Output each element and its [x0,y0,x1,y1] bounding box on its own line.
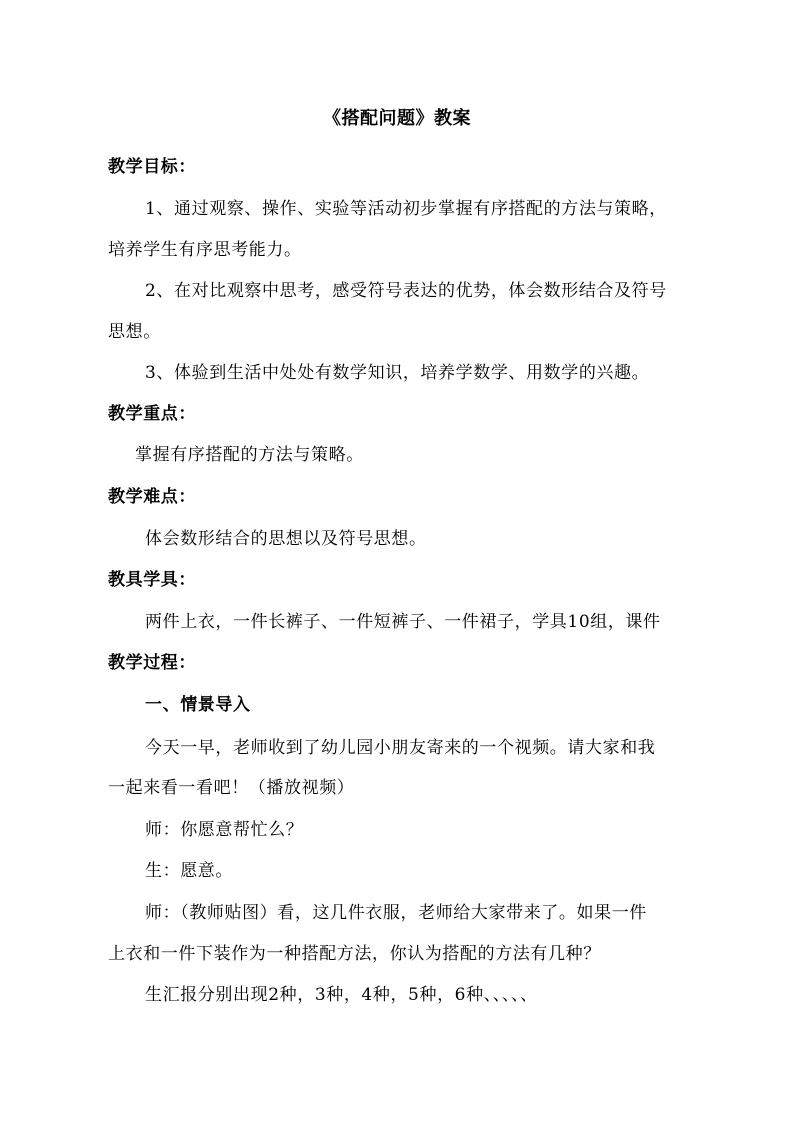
document-title: 《搭配问题》教案 [323,108,471,129]
objective-1-line-1: 1、通过观察、操作、实验等活动初步掌握有序搭配的方法与策略， [145,199,667,219]
objective-2-line-1: 2、在对比观察中思考，感受符号表达的优势，体会数形结合及符号 [145,281,667,301]
objectives-heading: 教学目标： [108,157,196,177]
key-points-text: 掌握有序搭配的方法与策略。 [135,445,364,465]
materials-text: 两件上衣，一件长裤子、一件短裤子、一件裙子，学具10组，课件 [145,612,661,632]
section-1-title: 一、情景导入 [145,695,251,715]
paragraph-3: 生：愿意。 [145,861,233,881]
difficulties-text: 体会数形结合的思想以及符号思想。 [145,529,427,549]
objective-1-line-2: 培养学生有序思考能力。 [108,240,302,260]
paragraph-4-line-1: 师：（教师贴图）看，这几件衣服，老师给大家带来了。如果一件 [145,903,647,923]
objective-2-line-2: 思想。 [108,322,161,342]
key-points-heading: 教学重点： [108,404,196,424]
paragraph-1-line-2: 一起来看一看吧！（播放视频） [108,778,355,798]
paragraph-2: 师：你愿意帮忙么？ [145,820,304,840]
process-heading: 教学过程： [108,653,196,673]
paragraph-1-line-1: 今天一早，老师收到了幼儿园小朋友寄来的一个视频。请大家和我 [145,738,656,758]
paragraph-4-line-2: 上衣和一件下装作为一种搭配方法，你认为搭配的方法有几种？ [108,944,601,964]
objective-3-line-1: 3、体验到生活中处处有数学知识，培养学数学、用数学的兴趣。 [145,363,650,383]
difficulties-heading: 教学难点： [108,487,196,507]
paragraph-5: 生汇报分别出现2种，3种，4种，5种，6种、、、、、 [145,985,538,1005]
materials-heading: 教具学具： [108,570,196,590]
